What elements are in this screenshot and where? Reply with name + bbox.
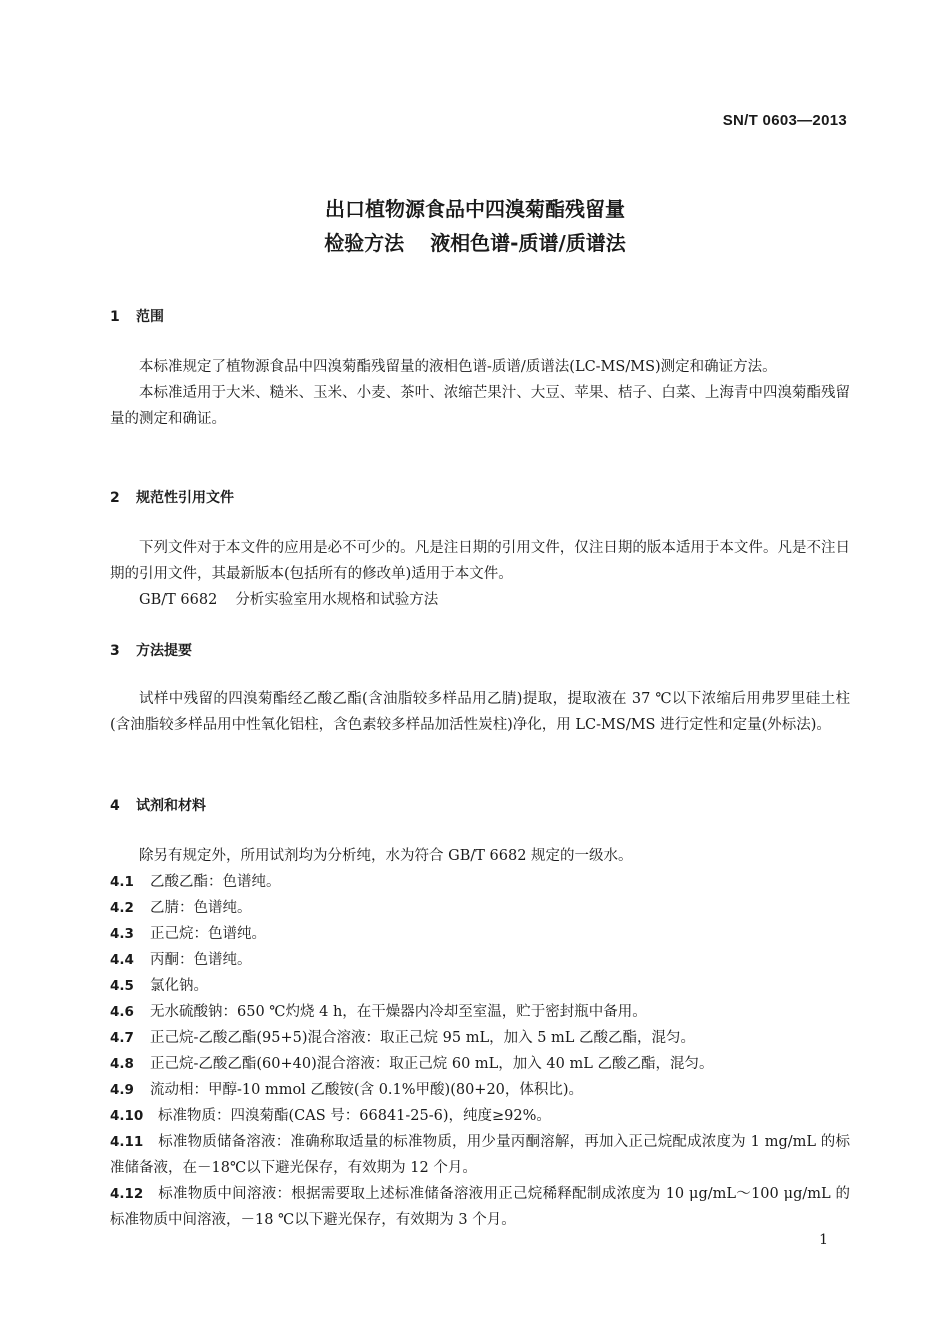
section-2-paragraph: 下列文件对于本文件的应用是必不可少的。凡是注日期的引用文件，仅注日期的版本适用于本文件。凡是不注日期的引用文件，其最新版本(包括所有的修改单)适用于本文件。	[110, 540, 850, 582]
reagent-item-number: 4.7	[110, 1030, 134, 1046]
reagent-item-text: 丙酮：色谱纯。	[150, 952, 252, 968]
reagent-item-text: 正己烷-乙酸乙酯(60+40)混合溶液：取正己烷 60 mL，加入 40 mL 乙酸乙酯，混匀。	[150, 1056, 714, 1072]
section-1-heading: 1 范围	[110, 309, 164, 325]
reagent-item-text: 标准物质：四溴菊酯(CAS 号：66841-25-6)，纯度≥92%。	[158, 1108, 551, 1124]
reagent-item-number: 4.5	[110, 978, 134, 994]
section-3-paragraph: 试样中残留的四溴菊酯经乙酸乙酯(含油脂较多样品用乙腈)提取，提取液在 37 ℃以下浓缩后用弗罗里硅土柱(含油脂较多样品用中性氧化铝柱，含色素较多样品加活性炭柱)净化，用 LC-MS/MS 进行定性和定量(外标法)。	[110, 691, 850, 733]
reagent-item-text: 乙腈：色谱纯。	[150, 900, 252, 916]
reagent-item-number: 4.11	[110, 1134, 144, 1150]
reagent-item	[110, 921, 850, 947]
normative-reference	[110, 587, 850, 613]
reagent-item-text: 乙酸乙酯：色谱纯。	[150, 874, 281, 890]
reagent-item	[110, 1103, 850, 1129]
reagent-item	[110, 947, 850, 973]
reagent-item	[110, 1181, 850, 1233]
reagent-item-text: 标准物质中间溶液：根据需要取上述标准储备溶液用正己烷稀释配制成浓度为 10 μg/mL～100 μg/mL 的标准物质中间溶液，－18 ℃以下避光保存，有效期为 3 个月。	[110, 1186, 850, 1228]
reagent-item	[110, 895, 850, 921]
reagent-item-number: 4.4	[110, 952, 134, 968]
reagent-item	[110, 1025, 850, 1051]
title-line-2	[0, 226, 950, 260]
reference-code: GB/T 6682	[139, 592, 218, 608]
reagent-item-text: 无水硫酸钠：650 ℃灼烧 4 h，在干燥器内冷却至室温，贮于密封瓶中备用。	[150, 1004, 647, 1020]
reagent-item-number: 4.9	[110, 1082, 134, 1098]
reagent-item-number: 4.6	[110, 1004, 134, 1020]
reagent-item	[110, 973, 850, 999]
reagent-item-number: 4.2	[110, 900, 134, 916]
reagent-item-number: 4.12	[110, 1186, 144, 1202]
standard-code: SN/T 0603—2013	[722, 112, 847, 129]
section-2-body	[110, 535, 850, 613]
section-3-body	[110, 686, 850, 738]
section-1-paragraph: 本标准适用于大米、糙米、玉米、小麦、茶叶、浓缩芒果汁、大豆、苹果、桔子、白菜、上海青中四溴菊酯残留量的测定和确证。	[110, 385, 850, 427]
reagent-list	[110, 869, 850, 1233]
reagent-item	[110, 869, 850, 895]
section-1-paragraph: 本标准规定了植物源食品中四溴菊酯残留量的液相色谱-质谱/质谱法(LC-MS/MS)测定和确证方法。	[139, 359, 777, 375]
reagent-item-text: 正己烷：色谱纯。	[150, 926, 266, 942]
reagent-item-number: 4.8	[110, 1056, 134, 1072]
reagent-item	[110, 1129, 850, 1181]
page-number: 1	[819, 1232, 828, 1248]
reagent-item	[110, 1051, 850, 1077]
title-line-2a: 检验方法	[324, 231, 405, 255]
title-line-2b: 液相色谱-质谱/质谱法	[430, 231, 626, 255]
reagent-item	[110, 999, 850, 1025]
section-2-heading: 2 规范性引用文件	[110, 490, 234, 506]
section-3-heading: 3 方法提要	[110, 643, 192, 659]
section-1-body	[110, 354, 850, 432]
reference-title: 分析实验室用水规格和试验方法	[235, 592, 439, 608]
reagent-item	[110, 1077, 850, 1103]
section-4-intro: 除另有规定外，所用试剂均为分析纯，水为符合 GB/T 6682 规定的一级水。	[139, 848, 633, 864]
reagent-item-number: 4.10	[110, 1108, 144, 1124]
reagent-item-text: 标准物质储备溶液：准确称取适量的标准物质，用少量丙酮溶解，再加入正己烷配成浓度为 1 mg/mL 的标准储备液，在－18℃以下避光保存，有效期为 12 个月。	[110, 1134, 850, 1176]
title-line-1: 出口植物源食品中四溴菊酯残留量	[325, 197, 625, 221]
section-4-heading: 4 试剂和材料	[110, 798, 206, 814]
document-title	[0, 192, 950, 260]
reagent-item-number: 4.1	[110, 874, 134, 890]
section-4-body	[110, 843, 850, 1233]
reagent-item-number: 4.3	[110, 926, 134, 942]
reagent-item-text: 正己烷-乙酸乙酯(95+5)混合溶液：取正己烷 95 mL，加入 5 mL 乙酸乙酯，混匀。	[150, 1030, 696, 1046]
reagent-item-text: 流动相：甲醇-10 mmol 乙酸铵(含 0.1%甲酸)(80+20，体积比)。	[150, 1082, 584, 1098]
reagent-item-text: 氯化钠。	[150, 978, 208, 994]
